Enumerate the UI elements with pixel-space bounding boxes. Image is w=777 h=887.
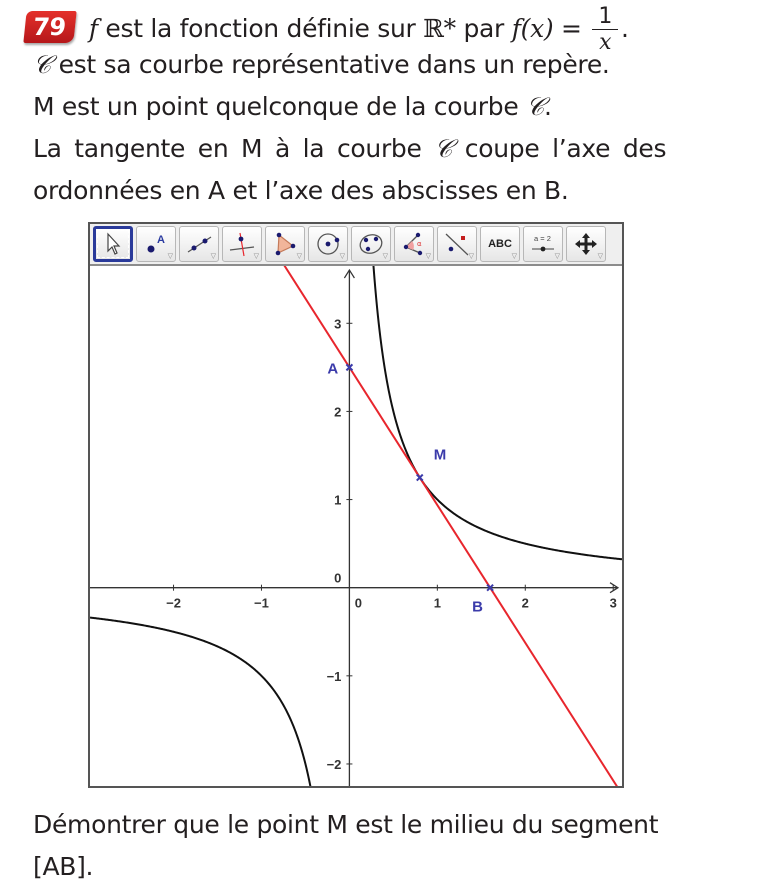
dropdown-triangle-icon: ▽	[468, 252, 474, 260]
curve-symbol: 𝒞	[434, 134, 453, 163]
dropdown-triangle-icon: ▽	[210, 252, 216, 260]
curve-branch-positive	[373, 266, 622, 559]
domain-symbol: ℝ*	[423, 14, 456, 43]
dropdown-triangle-icon: ▽	[511, 252, 517, 260]
y-tick-label: 0	[334, 570, 342, 586]
point-icon	[142, 231, 170, 257]
tool-circle[interactable]	[308, 226, 348, 262]
dropdown-triangle-icon: ▽	[167, 252, 173, 260]
dropdown-triangle-icon: ▽	[597, 252, 603, 260]
equals-sign: =	[553, 14, 590, 43]
line-through-points-icon	[185, 231, 213, 257]
period: .	[621, 14, 629, 43]
tool-polygon[interactable]	[265, 226, 305, 262]
fraction-denominator: x	[599, 30, 612, 55]
tangent-line	[90, 266, 622, 786]
dropdown-triangle-icon: ▽	[339, 252, 345, 260]
y-tick-label: −1	[326, 668, 342, 684]
function-expression: f(x)	[511, 14, 554, 43]
statement-text: coupe l’axe des	[452, 134, 667, 163]
polygon-icon	[271, 231, 299, 257]
text-icon: ABC	[488, 238, 512, 250]
question-line-2: [AB].	[33, 852, 94, 881]
exercise-statement-line-3	[33, 92, 552, 122]
dropdown-triangle-icon: ▽	[253, 252, 259, 260]
tool-slider[interactable]	[523, 226, 563, 262]
tool-line[interactable]	[179, 226, 219, 262]
exercise-statement-line-4	[33, 134, 666, 164]
question-line-1: Démontrer que le point M est le milieu du segment	[33, 810, 659, 839]
tool-conic[interactable]	[351, 226, 391, 262]
angle-icon	[400, 231, 428, 257]
exercise-statement-line-5: ordonnées en A et l’axe des abscisses en B.	[33, 176, 569, 205]
curve-symbol: 𝒞	[33, 50, 51, 79]
curve-branch-negative	[90, 618, 312, 786]
tool-angle[interactable]	[394, 226, 434, 262]
ellipse-icon	[357, 231, 385, 257]
exercise-statement-line-2	[33, 50, 610, 80]
fraction-numerator: 1	[592, 6, 618, 30]
tool-move-graphics[interactable]	[566, 226, 606, 262]
x-tick-label: 1	[433, 595, 441, 611]
tool-perpendicular[interactable]	[222, 226, 262, 262]
fraction	[592, 6, 618, 54]
tool-point[interactable]	[136, 226, 176, 262]
dropdown-triangle-icon: ▽	[425, 252, 431, 260]
tool-move[interactable]	[93, 226, 133, 262]
x-tick-label: −2	[166, 595, 181, 611]
period: .	[544, 92, 552, 121]
geogebra-window	[88, 222, 624, 788]
dropdown-triangle-icon: ▽	[554, 252, 560, 260]
statement-text: M est un point quelconque de la courbe	[33, 92, 527, 121]
point-label-a: A	[327, 360, 339, 378]
tool-text[interactable]	[480, 226, 520, 262]
y-tick-label: 2	[334, 404, 342, 420]
slider-icon	[529, 231, 557, 257]
exercise-statement-line-1	[25, 6, 629, 54]
reflect-line-icon	[443, 231, 471, 257]
y-tick-label: 3	[334, 316, 342, 332]
y-tick-label: −2	[326, 756, 342, 772]
svg-text:α: α	[417, 240, 422, 248]
x-tick-label: 0	[354, 595, 363, 611]
slider-icon-label: a = 2	[534, 234, 551, 243]
x-tick-label: 3	[609, 595, 617, 611]
geogebra-toolbar	[90, 224, 622, 266]
statement-text: par	[455, 14, 512, 43]
move-view-icon	[572, 231, 600, 257]
dropdown-triangle-icon: ▽	[296, 252, 302, 260]
point-label-b: B	[472, 598, 483, 616]
x-tick-label: −1	[254, 595, 269, 611]
statement-text: La tangente en M à la courbe	[33, 134, 435, 163]
curve-symbol: 𝒞	[526, 92, 544, 121]
point-icon-label: A	[157, 234, 165, 246]
point-label-m: M	[433, 446, 447, 464]
y-tick-label: 1	[334, 492, 342, 508]
circle-center-point-icon	[314, 231, 342, 257]
function-name: f	[88, 14, 98, 43]
x-tick-label: 2	[521, 595, 529, 611]
tool-reflect[interactable]	[437, 226, 477, 262]
exercise-number-badge: 79	[23, 11, 76, 43]
statement-text: est sa courbe représentative dans un repère.	[50, 50, 610, 79]
cursor-arrow-icon	[99, 231, 127, 257]
perpendicular-line-icon	[228, 231, 256, 257]
statement-text: est la fonction définie sur	[97, 14, 424, 43]
dropdown-triangle-icon: ▽	[382, 252, 388, 260]
graphics-view[interactable]	[90, 266, 622, 786]
